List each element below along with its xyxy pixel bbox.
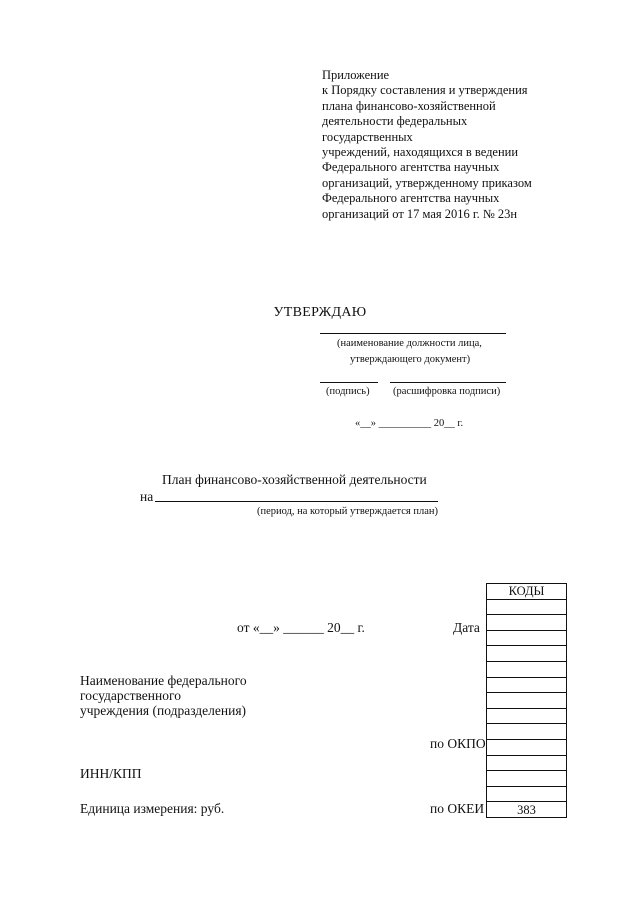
okpo-label: по ОКПО [430,736,486,751]
appendix-line: Приложение [322,68,390,82]
appendix-line: организаций, утвержденному приказом [322,175,532,190]
date-label: Дата [453,620,480,635]
code-cell[interactable] [487,661,567,677]
position-caption: утверждающего документ) [350,354,471,365]
code-cell[interactable] [487,646,567,662]
code-cell[interactable] [487,708,567,724]
appendix-line: учреждений, находящихся в ведении [322,145,519,160]
code-cell[interactable] [487,693,567,709]
code-cell[interactable] [487,771,567,787]
plan-date[interactable]: от «__» ______ 20__ г. [237,620,365,635]
signature-line[interactable] [320,382,378,383]
code-cell[interactable] [487,630,567,646]
approval-date[interactable]: «__» __________ 20__ г. [355,418,464,429]
decoding-caption: (расшифровка подписи) [393,386,501,397]
code-cell[interactable] [487,615,567,631]
codes-table [486,583,567,818]
position-line[interactable] [320,333,506,334]
position-caption: (наименование должности лица, [337,338,482,349]
appendix-line: организаций от 17 мая 2016 г. № 23н [322,206,518,221]
org-name-label: государственного [80,688,181,703]
codes-header: КОДЫ [487,584,567,600]
appendix-block [322,68,532,222]
code-cell[interactable] [487,739,567,755]
appendix-line: к Порядку составления и утверждения [322,83,528,98]
code-cell[interactable] [487,724,567,740]
decoding-line[interactable] [390,382,506,383]
period-caption: (период, на который утверждается план) [256,506,439,517]
unit-label: Единица измерения: руб. [80,801,225,816]
plan-title: План финансово-хозяйственной деятельности [162,472,427,487]
okei-label: по ОКЕИ [430,801,485,816]
signature-caption: (подпись) [326,386,370,397]
org-name-label: учреждения (подразделения) [80,703,247,718]
org-name-label: Наименование федерального [80,673,247,688]
appendix-line: деятельности федеральных [322,114,468,129]
appendix-line: Федерального агентства научных [322,191,500,206]
plan-on-label: на [140,489,154,504]
code-cell[interactable] [487,786,567,802]
code-cell[interactable] [487,755,567,771]
inn-kpp-label: ИНН/КПП [80,766,142,781]
okei-code-cell[interactable]: 383 [487,802,567,818]
approval-title: УТВЕРЖДАЮ [273,305,367,320]
appendix-line: государственных [322,129,413,144]
code-cell[interactable] [487,599,567,615]
period-line[interactable] [155,501,438,502]
code-cell[interactable] [487,677,567,693]
appendix-line: Федерального агентства научных [322,160,500,175]
appendix-line: плана финансово-хозяйственной [322,98,496,113]
